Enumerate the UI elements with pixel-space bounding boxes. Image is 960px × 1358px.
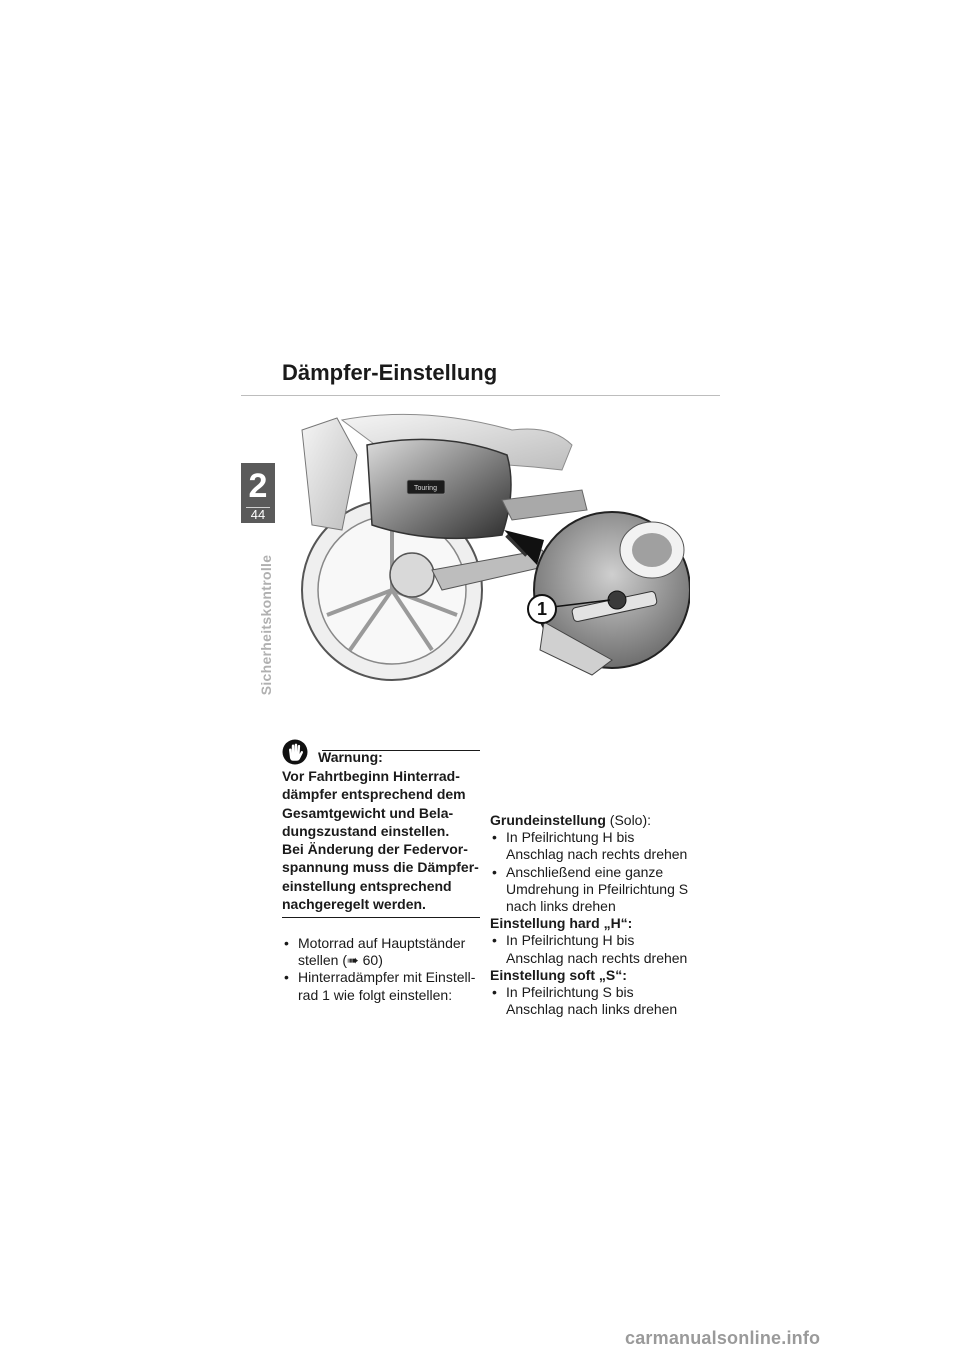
page-title: Dämpfer-Einstellung <box>282 360 498 385</box>
list-item <box>490 984 700 1018</box>
step-line: Anschlag nach rechts drehen <box>506 846 688 863</box>
chapter-label: Sicherheitskontrolle <box>258 554 274 696</box>
bullet: • <box>492 932 497 949</box>
callout-1: 1 <box>527 594 557 624</box>
heading-grundeinstellung: Grundeinstellung <box>490 812 606 828</box>
warning-line: Bei Änderung der Federvor- <box>282 841 468 858</box>
title-divider <box>241 395 720 396</box>
warning-box <box>282 750 480 918</box>
list-item <box>490 864 700 916</box>
bullet: • <box>284 935 289 951</box>
warning-line: dungszustand einstellen. <box>282 822 450 839</box>
warning-line: Gesamtgewicht und Bela- <box>282 804 454 821</box>
bullet: • <box>284 969 289 986</box>
step-line: rad 1 wie folgt einstellen: <box>298 986 453 1003</box>
step-line: In Pfeilrichtung S bis <box>506 984 634 1001</box>
step-line: Anschließend eine ganze <box>506 863 664 880</box>
footer-watermark[interactable]: carmanualsonline.info <box>625 1328 821 1348</box>
list-item <box>490 932 700 966</box>
step-line: In Pfeilrichtung H bis <box>506 829 635 846</box>
step-line: Motorrad auf Hauptständer <box>298 935 466 951</box>
warning-line: einstellung entsprechend <box>282 877 452 894</box>
list-item <box>282 935 482 969</box>
left-column-steps <box>282 935 482 1004</box>
section-tab <box>241 463 275 523</box>
step-line: stellen (➠ 60) <box>298 952 383 969</box>
bullet: • <box>492 984 497 1001</box>
section-heading <box>490 812 700 829</box>
warning-line: Vor Fahrtbeginn Hinterrad- <box>282 768 460 784</box>
warning-line: spannung muss die Dämpfer- <box>282 859 479 876</box>
right-column-settings <box>490 812 700 1018</box>
warning-line: nachgeregelt werden. <box>282 896 426 913</box>
warning-text <box>282 767 480 913</box>
warning-line: dämpfer entsprechend dem <box>282 786 466 803</box>
section-number: 2 <box>248 467 268 505</box>
step-line: Anschlag nach links drehen <box>506 1001 678 1018</box>
step-line: Anschlag nach rechts drehen <box>506 949 688 966</box>
heading-soft: Einstellung soft „S“: <box>490 966 627 983</box>
motorcycle-rear-suspension-figure <box>282 400 690 692</box>
warning-bottom-rule <box>282 917 480 918</box>
heading-hard: Einstellung hard „H“: <box>490 915 633 932</box>
step-line: Hinterradämpfer mit Einstell- <box>298 969 476 986</box>
bullet: • <box>492 863 497 880</box>
list-item <box>490 829 700 863</box>
step-line: Umdrehung in Pfeilrichtung S <box>506 880 689 897</box>
list-item <box>282 969 482 1003</box>
step-line: nach links drehen <box>506 898 616 915</box>
step-line: In Pfeilrichtung H bis <box>506 932 635 949</box>
bullet: • <box>492 829 497 846</box>
page-number: 44 <box>250 507 266 522</box>
case-badge-text: Touring <box>414 485 437 492</box>
heading-suffix: (Solo): <box>605 812 652 828</box>
warning-label: Warnung: <box>318 749 383 765</box>
stop-hand-icon <box>282 739 308 765</box>
